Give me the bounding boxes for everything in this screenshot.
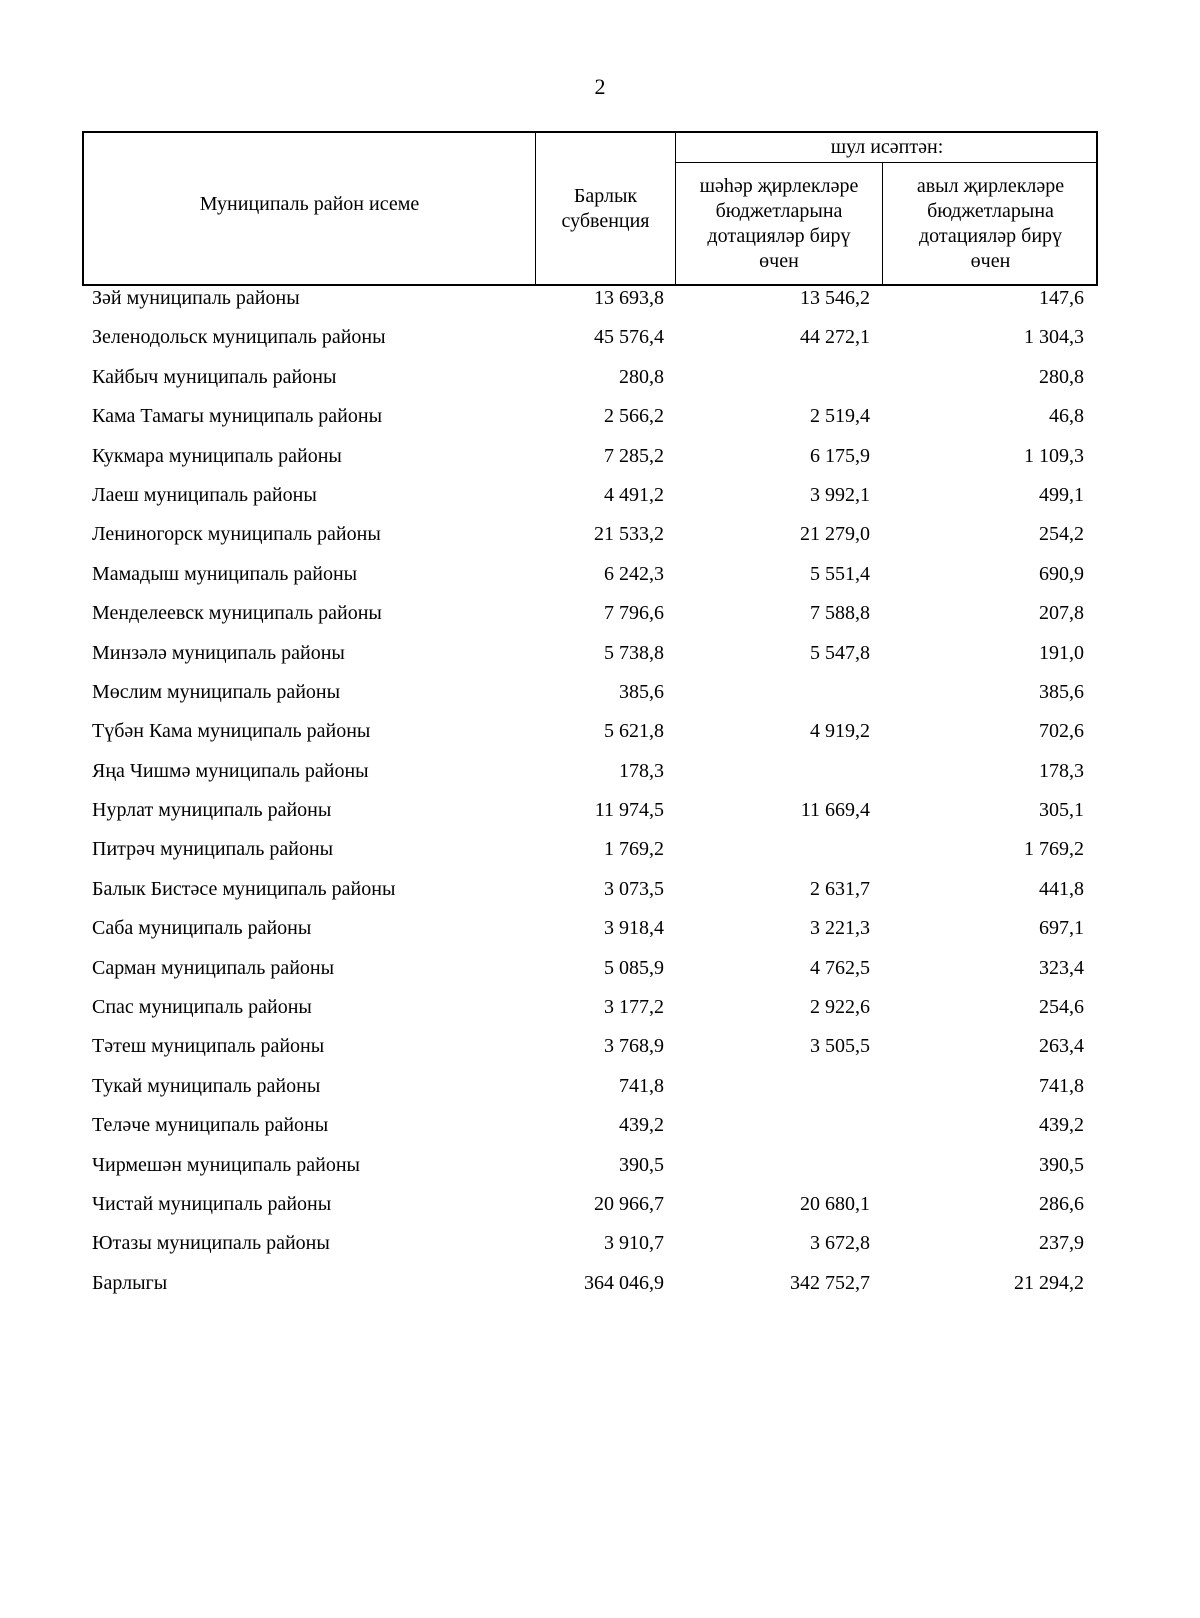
table-row — [82, 481, 1098, 520]
district-name-cell: Мөслим муниципаль районы — [92, 680, 341, 703]
header-total-line1: Барлык — [573, 184, 638, 207]
rural-settlements-cell: 1 109,3 — [1024, 444, 1084, 467]
rural-settlements-cell: 207,8 — [1039, 602, 1084, 625]
total-subvention-cell: 280,8 — [619, 365, 664, 388]
table-total-row — [82, 1269, 1098, 1308]
header-rural-line2: бюджетларына — [927, 199, 1054, 222]
district-name-cell: Мамадыш муниципаль районы — [92, 562, 358, 585]
total-subvention-cell: 21 533,2 — [594, 523, 664, 546]
rural-settlements-cell: 280,8 — [1039, 365, 1084, 388]
rural-settlements-cell: 147,6 — [1039, 287, 1084, 309]
urban-settlements-cell: 3 505,5 — [810, 1035, 870, 1058]
urban-settlements-cell: 5 547,8 — [810, 641, 870, 664]
table-row — [82, 284, 1098, 323]
header-rural-settlements — [883, 163, 1098, 284]
district-name-cell: Тукай муниципаль районы — [92, 1074, 321, 1097]
district-name-cell: Чистай муниципаль районы — [92, 1192, 332, 1215]
header-urban-settlements — [676, 163, 883, 284]
urban-settlements-cell: 2 519,4 — [810, 405, 870, 428]
table-row — [82, 639, 1098, 678]
district-name-cell: Минзәлә муниципаль районы — [92, 641, 345, 664]
total-subvention-cell: 11 974,5 — [594, 799, 664, 822]
urban-settlements-cell: 2 922,6 — [810, 996, 870, 1019]
total-subvention-cell: 5 621,8 — [604, 720, 664, 743]
rural-settlements-cell: 323,4 — [1039, 956, 1084, 979]
district-name-cell: Ютазы муниципаль районы — [92, 1232, 330, 1255]
district-name-cell: Нурлат муниципаль районы — [92, 799, 332, 822]
urban-settlements-cell: 6 175,9 — [810, 444, 870, 467]
table-row — [82, 1190, 1098, 1229]
district-name-cell: Кукмара муниципаль районы — [92, 444, 342, 467]
district-name-cell: Тәтеш муниципаль районы — [92, 1035, 325, 1058]
urban-settlements-cell: 3 221,3 — [810, 917, 870, 940]
rural-settlements-cell: 702,6 — [1039, 720, 1084, 743]
rural-settlements-cell: 385,6 — [1039, 680, 1084, 703]
district-name-cell: Түбән Кама муниципаль районы — [92, 720, 371, 743]
urban-settlements-cell: 342 752,7 — [790, 1271, 870, 1294]
rural-settlements-cell: 305,1 — [1039, 799, 1084, 822]
total-subvention-cell: 2 566,2 — [604, 405, 664, 428]
urban-settlements-cell: 7 588,8 — [810, 602, 870, 625]
rural-settlements-cell: 178,3 — [1039, 759, 1084, 782]
rural-settlements-cell: 191,0 — [1039, 641, 1084, 664]
table-row — [82, 402, 1098, 441]
table-row — [82, 717, 1098, 756]
total-subvention-cell: 20 966,7 — [594, 1192, 664, 1215]
rural-settlements-cell: 21 294,2 — [1014, 1271, 1084, 1294]
total-subvention-cell: 364 046,9 — [584, 1271, 664, 1294]
table-row — [82, 875, 1098, 914]
total-subvention-cell: 13 693,8 — [594, 287, 664, 309]
header-rural-line1: авыл җирлекләре — [916, 174, 1065, 197]
urban-settlements-cell: 11 669,4 — [800, 799, 870, 822]
district-name-cell: Питрәч муниципаль районы — [92, 838, 334, 861]
rural-settlements-cell: 1 304,3 — [1024, 326, 1084, 349]
district-name-cell: Теләче муниципаль районы — [92, 1114, 329, 1137]
district-name-cell: Кайбыч муниципаль районы — [92, 365, 337, 388]
table-row — [82, 442, 1098, 481]
table-row — [82, 1229, 1098, 1268]
rural-settlements-cell: 390,5 — [1039, 1153, 1084, 1176]
total-subvention-cell: 7 285,2 — [604, 444, 664, 467]
table-row — [82, 678, 1098, 717]
total-subvention-cell: 3 918,4 — [604, 917, 664, 940]
table-row — [82, 599, 1098, 638]
urban-settlements-cell: 4 762,5 — [810, 956, 870, 979]
district-name-cell: Спас муниципаль районы — [92, 996, 312, 1019]
rural-settlements-cell: 237,9 — [1039, 1232, 1084, 1255]
rural-settlements-cell: 286,6 — [1039, 1192, 1084, 1215]
district-name-cell: Балык Бистәсе муниципаль районы — [92, 877, 396, 900]
table-row — [82, 520, 1098, 559]
district-name-cell: Лениногорск муниципаль районы — [92, 523, 381, 546]
urban-settlements-cell: 44 272,1 — [800, 326, 870, 349]
table-row — [82, 914, 1098, 953]
header-district-name — [84, 133, 536, 284]
header-urban-line1: шәһәр җирлекләре — [699, 174, 859, 197]
rural-settlements-cell: 499,1 — [1039, 483, 1084, 506]
district-name-cell: Менделеевск муниципаль районы — [92, 602, 382, 625]
total-subvention-cell: 5 738,8 — [604, 641, 664, 664]
district-name-cell: Зәй муниципаль районы — [92, 287, 300, 309]
header-total-subvention — [536, 133, 676, 284]
table-row — [82, 323, 1098, 362]
total-subvention-cell: 3 073,5 — [604, 877, 664, 900]
header-total-line2: субвенция — [561, 209, 650, 232]
total-subvention-cell: 3 177,2 — [604, 996, 664, 1019]
total-subvention-cell: 6 242,3 — [604, 562, 664, 585]
header-urban-line4: өчен — [759, 249, 799, 272]
table-row — [82, 1072, 1098, 1111]
total-subvention-cell: 4 491,2 — [604, 483, 664, 506]
total-subvention-cell: 439,2 — [619, 1114, 664, 1137]
urban-settlements-cell: 2 631,7 — [810, 877, 870, 900]
district-name-cell: Лаеш муниципаль районы — [92, 483, 317, 506]
rural-settlements-cell: 263,4 — [1039, 1035, 1084, 1058]
total-subvention-cell: 3 768,9 — [604, 1035, 664, 1058]
district-name-cell: Барлыгы — [92, 1271, 168, 1294]
table-header — [82, 131, 1098, 286]
total-subvention-cell: 7 796,6 — [604, 602, 664, 625]
table-row — [82, 835, 1098, 874]
urban-settlements-cell: 13 546,2 — [800, 287, 870, 309]
table-row — [82, 796, 1098, 835]
total-subvention-cell: 3 910,7 — [604, 1232, 664, 1255]
total-subvention-cell: 385,6 — [619, 680, 664, 703]
header-including: шул исәптән: — [676, 133, 1098, 163]
district-name-cell: Сарман муниципаль районы — [92, 956, 335, 979]
district-name-cell: Кама Тамагы муниципаль районы — [92, 405, 383, 428]
rural-settlements-cell: 439,2 — [1039, 1114, 1084, 1137]
total-subvention-cell: 5 085,9 — [604, 956, 664, 979]
table-row — [82, 757, 1098, 796]
rural-settlements-cell: 690,9 — [1039, 562, 1084, 585]
total-subvention-cell: 1 769,2 — [604, 838, 664, 861]
table-row — [82, 954, 1098, 993]
header-urban-line2: бюджетларына — [715, 199, 843, 222]
total-subvention-cell: 741,8 — [619, 1074, 664, 1097]
total-subvention-cell: 45 576,4 — [594, 326, 664, 349]
rural-settlements-cell: 254,2 — [1039, 523, 1084, 546]
rural-settlements-cell: 697,1 — [1039, 917, 1084, 940]
table-row — [82, 1151, 1098, 1190]
rural-settlements-cell: 254,6 — [1039, 996, 1084, 1019]
header-district-name-label: Муниципаль район исеме — [199, 193, 420, 215]
rural-settlements-cell: 1 769,2 — [1024, 838, 1084, 861]
urban-settlements-cell: 3 672,8 — [810, 1232, 870, 1255]
district-name-cell: Яңа Чишмә муниципаль районы — [92, 759, 369, 782]
urban-settlements-cell: 20 680,1 — [800, 1192, 870, 1215]
urban-settlements-cell: 4 919,2 — [810, 720, 870, 743]
rural-settlements-cell: 441,8 — [1039, 877, 1084, 900]
district-name-cell: Саба муниципаль районы — [92, 917, 312, 940]
urban-settlements-cell: 21 279,0 — [800, 523, 870, 546]
district-name-cell: Зеленодольск муниципаль районы — [92, 326, 386, 349]
table-row — [82, 560, 1098, 599]
rural-settlements-cell: 741,8 — [1039, 1074, 1084, 1097]
header-rural-line3: дотацияләр бирү — [918, 224, 1063, 247]
header-rural-line4: өчен — [970, 249, 1011, 272]
table-row — [82, 993, 1098, 1032]
urban-settlements-cell: 3 992,1 — [810, 483, 870, 506]
rural-settlements-cell: 46,8 — [1049, 405, 1084, 428]
page-number: 2 — [594, 74, 606, 99]
header-urban-line3: дотацияләр бирү — [707, 224, 851, 247]
table-body — [82, 284, 1098, 1308]
district-name-cell: Чирмешән муниципаль районы — [92, 1153, 360, 1176]
total-subvention-cell: 390,5 — [619, 1153, 664, 1176]
urban-settlements-cell: 5 551,4 — [810, 562, 870, 585]
table-row — [82, 363, 1098, 402]
table-row — [82, 1111, 1098, 1150]
total-subvention-cell: 178,3 — [619, 759, 664, 782]
table-row — [82, 1032, 1098, 1071]
